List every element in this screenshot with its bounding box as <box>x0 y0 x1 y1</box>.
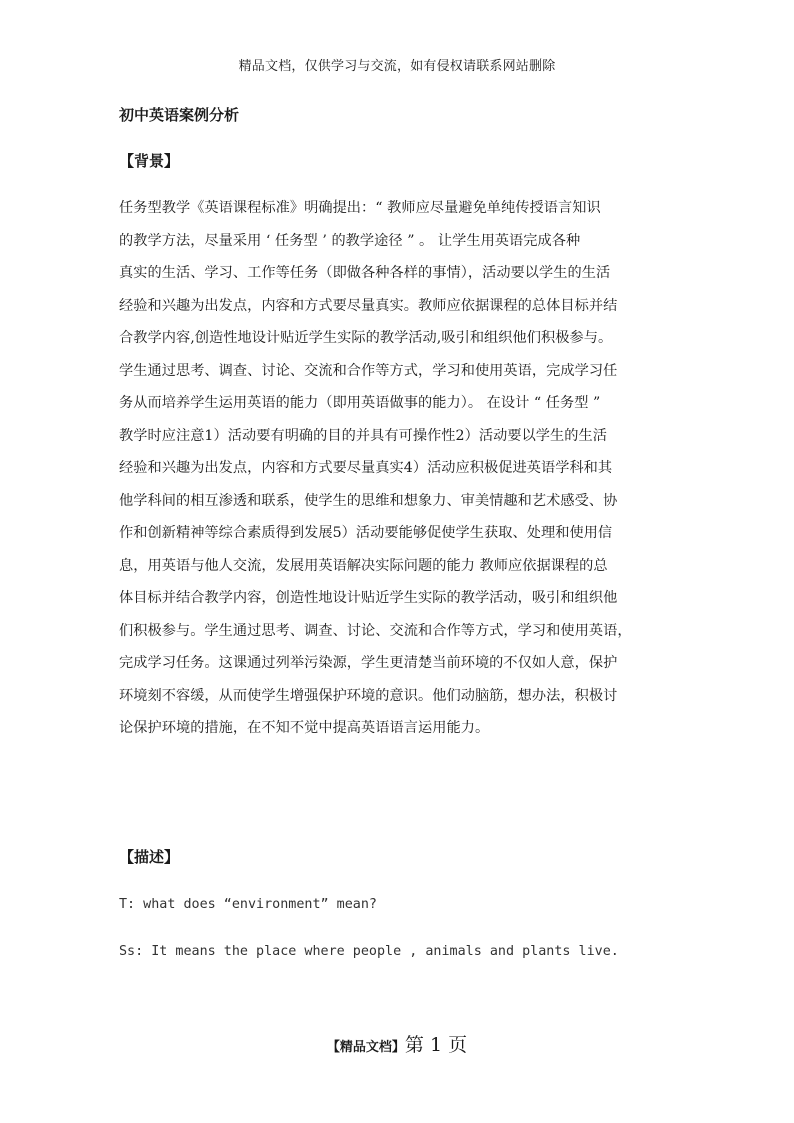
paragraph-line: 体目标并结合教学内容，创造性地设计贴近学生实际的教学活动，吸引和组织他 <box>119 590 618 606</box>
paragraph-line: 教学时应注意1）活动要有明确的目的并具有可操作性2）活动要以学生的生活 <box>119 427 607 444</box>
page-number: 第 1 页 <box>404 1034 468 1056</box>
paragraph-line: 作和创新精神等综合素质得到发展5）活动要能够促使学生获取、处理和使用信 <box>119 525 613 541</box>
paragraph-line: 合教学内容,创造性地设计贴近学生实际的教学活动,吸引和组织他们积极参与。 <box>119 330 613 346</box>
paragraph-line: 息，用英语与他人交流，发展用英语解决实际问题的能力 教师应依据课程的总 <box>119 557 608 574</box>
dialogue-line-teacher: T: what does “environment” mean? <box>119 897 377 912</box>
background-paragraph <box>119 192 685 745</box>
dialogue-line-students: Ss: It means the place where people , animals and plants live. <box>119 944 619 959</box>
footer-label: 【精品文档】 <box>326 1040 405 1055</box>
header-note: 精品文档，仅供学习与交流，如有侵权请联系网站删除 <box>238 59 556 74</box>
paragraph-line: 学生通过思考、调查、讨论、交流和合作等方式，学习和使用英语，完成学习任 <box>119 362 618 379</box>
paragraph-line: 真实的生活、学习、工作等任务（即做各种各样的事情），活动要以学生的生活 <box>119 265 611 281</box>
paragraph-line: 经验和兴趣为出发点，内容和方式要尽量真实。教师应依据课程的总体目标并结 <box>119 297 618 314</box>
section-heading-background: 【背景】 <box>119 152 180 170</box>
paragraph-line: 他学科间的相互渗透和联系，使学生的思维和想象力、审美情趣和艺术感受、协 <box>119 492 618 509</box>
document-title: 初中英语案例分析 <box>119 106 240 124</box>
paragraph-line: 环境刻不容缓，从而使学生增强保护环境的意识。他们动脑筋，想办法，积极讨 <box>119 687 618 704</box>
paragraph-line: 任务型教学《英语课程标准》明确提出：“ 教师应尽量避免单纯传授语言知识 <box>119 200 601 216</box>
paragraph-line: 论保护环境的措施，在不知不觉中提高英语语言运用能力。 <box>119 720 490 736</box>
paragraph-line: 经验和兴趣为出发点，内容和方式要尽量真实4）活动应积极促进英语学科和其 <box>119 460 613 476</box>
paragraph-line: 完成学习任务。这课通过列举污染源，学生更清楚当前环境的不仅如人意，保护 <box>119 655 618 671</box>
page-footer <box>0 1034 794 1059</box>
paragraph-line: 务从而培养学生运用英语的能力（即用英语做事的能力）。 在设计 “ 任务型 ” <box>119 395 601 411</box>
paragraph-line: 们积极参与。学生通过思考、调查、讨论、交流和合作等方式，学习和使用英语， <box>119 622 632 639</box>
section-heading-description: 【描述】 <box>119 848 180 866</box>
paragraph-line: 的教学方法，尽量采用 ‘ 任务型 ’ 的教学途径 ” 。 让学生用英语完成各种 <box>119 232 581 249</box>
